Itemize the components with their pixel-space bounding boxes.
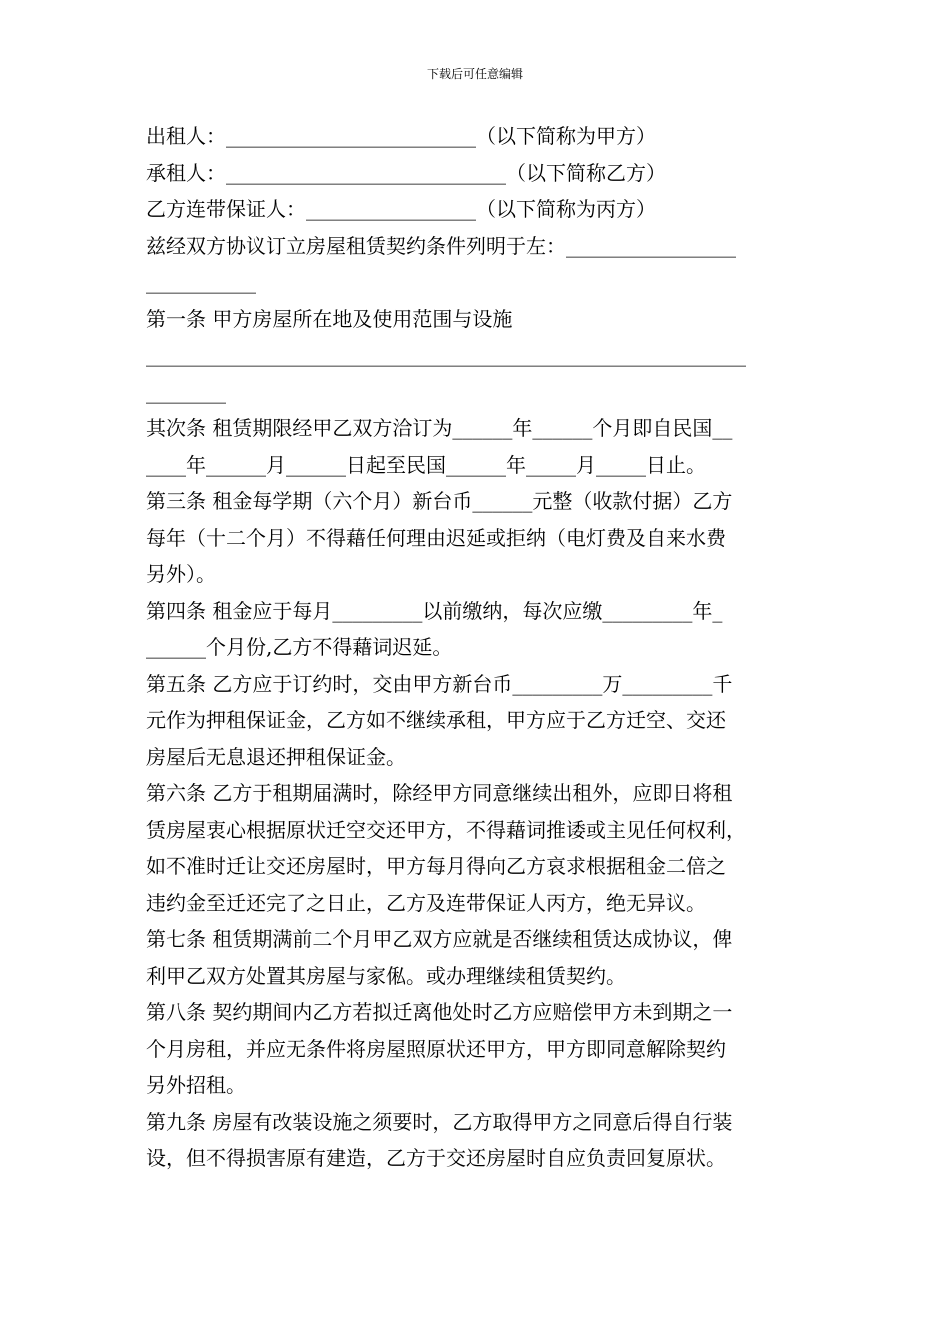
- line-article-8: 第八条 契约期间内乙方若拟迁离他处时乙方应赔偿甲方未到期之一: [146, 1000, 733, 1024]
- line-article-4: 第四条 租金应于每月_________以前缴纳，每次应缴_________年_: [146, 598, 723, 623]
- line-lessee: 承租人：____________________________（以下简称乙方）: [146, 160, 666, 185]
- line-article-7-end: 利甲乙双方处置其房屋与家俬。或办理继续租赁契约。: [146, 963, 626, 988]
- line-article-5-end: 房屋后无息退还押租保证金。: [146, 744, 406, 769]
- line-article-5-cont: 元作为押租保证金，乙方如不继续承租，甲方应于乙方迁空、交还: [146, 708, 726, 732]
- line-article-8-cont: 个月房租，并应无条件将房屋照原状还甲方，甲方即同意解除契约: [146, 1036, 726, 1061]
- line-article-8-end: 另外招租。: [146, 1073, 246, 1097]
- line-article-6-cont-1: 赁房屋衷心根据原状迁空交还甲方，不得藉词推诿或主见任何权利，: [146, 817, 746, 842]
- line-article-2-cont: ____年______月______日起至民国______年_____月_____日止。: [146, 452, 706, 477]
- line-article-9: 第九条 房屋有改装设施之须要时，乙方取得甲方之同意后得自行装: [146, 1109, 733, 1134]
- line-article-3-end: 另外）。: [146, 562, 216, 586]
- line-article-4-cont: ______个月份,乙方不得藉词迟延。: [146, 635, 453, 659]
- line-article-3-cont: 每年（十二个月）不得藉任何理由迟延或拒纳（电灯费及自来水费: [146, 525, 726, 550]
- line-intro-cont: ___________: [146, 270, 256, 294]
- line-article-6-end: 违约金至迁还完了之日止，乙方及连带保证人丙方，绝无异议。: [146, 890, 706, 915]
- line-article-1-blank: ____________________________________________________________: [146, 343, 746, 367]
- line-article-2: 其次条 租赁期限经甲乙双方洽订为______年______个月即自民国__: [146, 416, 733, 440]
- line-article-6-cont-2: 如不准时迁让交还房屋时，甲方每月得向乙方哀求根据租金二倍之: [146, 854, 726, 878]
- page-header: 下载后可任意编辑: [426, 67, 523, 81]
- line-article-7: 第七条 租赁期满前二个月甲乙双方应就是否继续租赁达成协议，俾: [146, 927, 733, 951]
- line-lessor: 出租人：_________________________（以下简称为甲方）: [146, 124, 656, 148]
- contract-body: [146, 118, 836, 1177]
- line-article-1: 第一条 甲方房屋所在地及使用范围与设施: [146, 306, 513, 331]
- line-article-6: 第六条 乙方于租期届满时，除经甲方同意继续出租外，应即日将租: [146, 781, 733, 805]
- line-article-3: 第三条 租金每学期（六个月）新台币______元整（收款付据）乙方: [146, 489, 733, 513]
- line-article-1-blank-cont: ________: [146, 379, 226, 404]
- line-article-5: 第五条 乙方应于订约时，交由甲方新台币_________万_________千: [146, 671, 733, 696]
- line-article-9-end: 设，但不得损害原有建造，乙方于交还房屋时自应负责回复原状。: [146, 1146, 726, 1170]
- line-guarantor: 乙方连带保证人：_________________（以下简称为丙方）: [146, 197, 656, 221]
- line-intro: 兹经双方协议订立房屋租赁契约条件列明于左：_________________: [146, 233, 736, 258]
